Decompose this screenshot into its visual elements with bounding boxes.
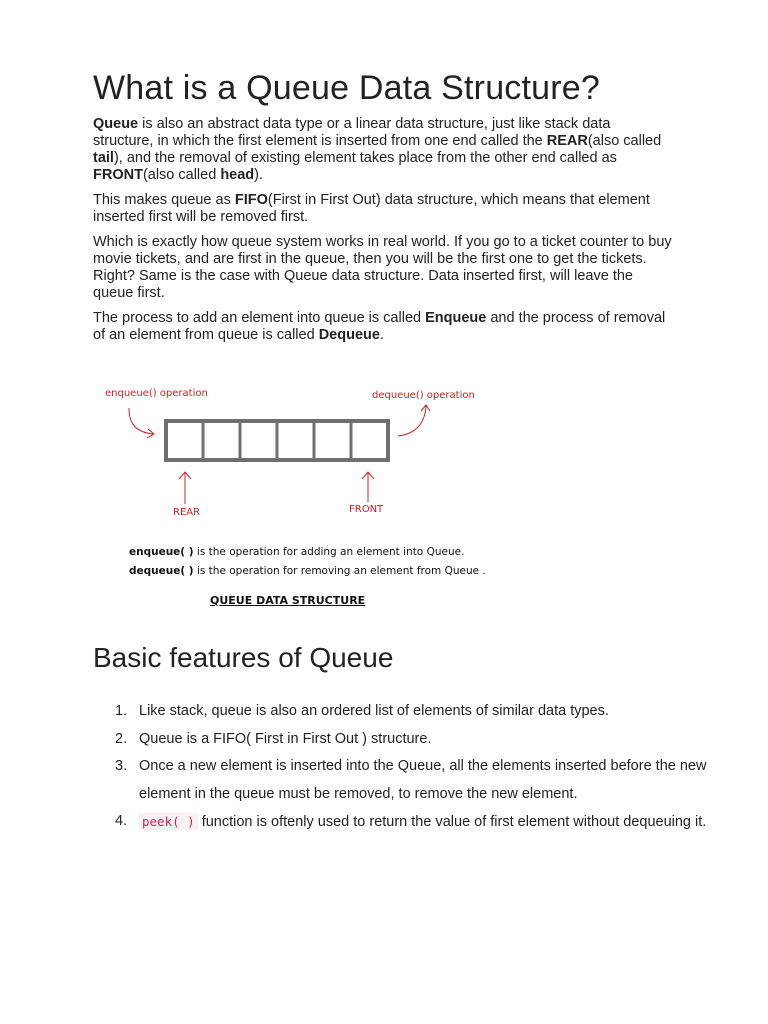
text: (also called	[587, 133, 662, 149]
section-title-basic-features: Basic features of Queue	[93, 642, 394, 673]
paragraph-real-world: Which is exactly how queue system works in real world. If you go to a ticket counter to buy movie tickets, and are first in the queue, then you will be the first one to get the tickets. Right? Same is the case with Queue data structure. Data inserted first, will leave the queue first.	[93, 234, 672, 301]
list-item-text: function is oftenly used to return the value of first element without dequeuing it.	[197, 814, 707, 830]
text: This makes queue as	[93, 192, 235, 208]
dequeue-operation-label: dequeue() operation	[372, 390, 475, 401]
paragraph-enqueue-dequeue	[93, 310, 673, 344]
enqueue-definition	[129, 546, 464, 558]
list-number: 2.	[115, 730, 128, 747]
text: is the operation for removing an element from Queue .	[193, 565, 486, 577]
queue-diagram	[93, 378, 513, 618]
list-item-text: Queue is a FIFO( First in First Out ) structure.	[139, 730, 432, 747]
text: (First in First Out) data structure, which means that element inserted first will be removed first.	[93, 192, 650, 225]
text: is also an abstract data type or a linear data structure, just like stack data structure, in which the first element is inserted from one end called the	[93, 116, 611, 149]
features-list	[93, 698, 719, 837]
term-dequeue: Dequeue	[318, 327, 380, 343]
text: (also called	[142, 167, 221, 183]
text: .	[379, 327, 384, 343]
page-title: What is a Queue Data Structure?	[93, 69, 601, 107]
term-enqueue: Enqueue	[425, 310, 487, 326]
term-fifo: FIFO	[234, 192, 268, 208]
term-rear: REAR	[546, 133, 588, 149]
figure-caption: QUEUE DATA STRUCTURE	[210, 594, 366, 607]
text: and the process of removal of an element from queue is called	[93, 310, 666, 343]
term-head: head	[220, 167, 255, 183]
enqueue-operation-label: enqueue() operation	[105, 388, 208, 399]
dequeue-definition	[129, 565, 486, 577]
term-tail: tail	[93, 150, 114, 166]
queue-box	[166, 421, 388, 460]
term-front: FRONT	[93, 167, 143, 183]
enqueue-term: enqueue( )	[129, 546, 194, 558]
list-item	[115, 753, 719, 808]
list-item	[115, 726, 719, 754]
text: is the operation for adding an element into Queue.	[193, 546, 465, 558]
paragraph-queue-definition	[93, 116, 673, 184]
list-item	[115, 698, 719, 726]
text: ).	[254, 167, 264, 183]
text: ), and the removal of existing element takes place from the other end called as	[113, 150, 617, 166]
front-label: FRONT	[349, 504, 384, 515]
list-item-text: Once a new element is inserted into the Queue, all the elements inserted before the new element in the queue must be removed, to remove the new element.	[139, 758, 707, 802]
paragraph-fifo	[93, 192, 673, 226]
queue-diagram-graphic	[93, 378, 513, 618]
list-number: 3.	[115, 758, 128, 774]
term-queue: Queue	[93, 116, 139, 132]
rear-label: REAR	[173, 507, 201, 518]
list-number: 4.	[115, 813, 128, 829]
text: The process to add an element into queue is called	[93, 310, 426, 326]
peek-code: peek( )	[139, 813, 198, 830]
list-item-text: Like stack, queue is also an ordered list of elements of similar data types.	[139, 703, 609, 719]
list-number: 1.	[115, 703, 128, 719]
dequeue-term: dequeue( )	[129, 565, 194, 577]
list-item	[115, 808, 719, 837]
article	[93, 64, 673, 352]
